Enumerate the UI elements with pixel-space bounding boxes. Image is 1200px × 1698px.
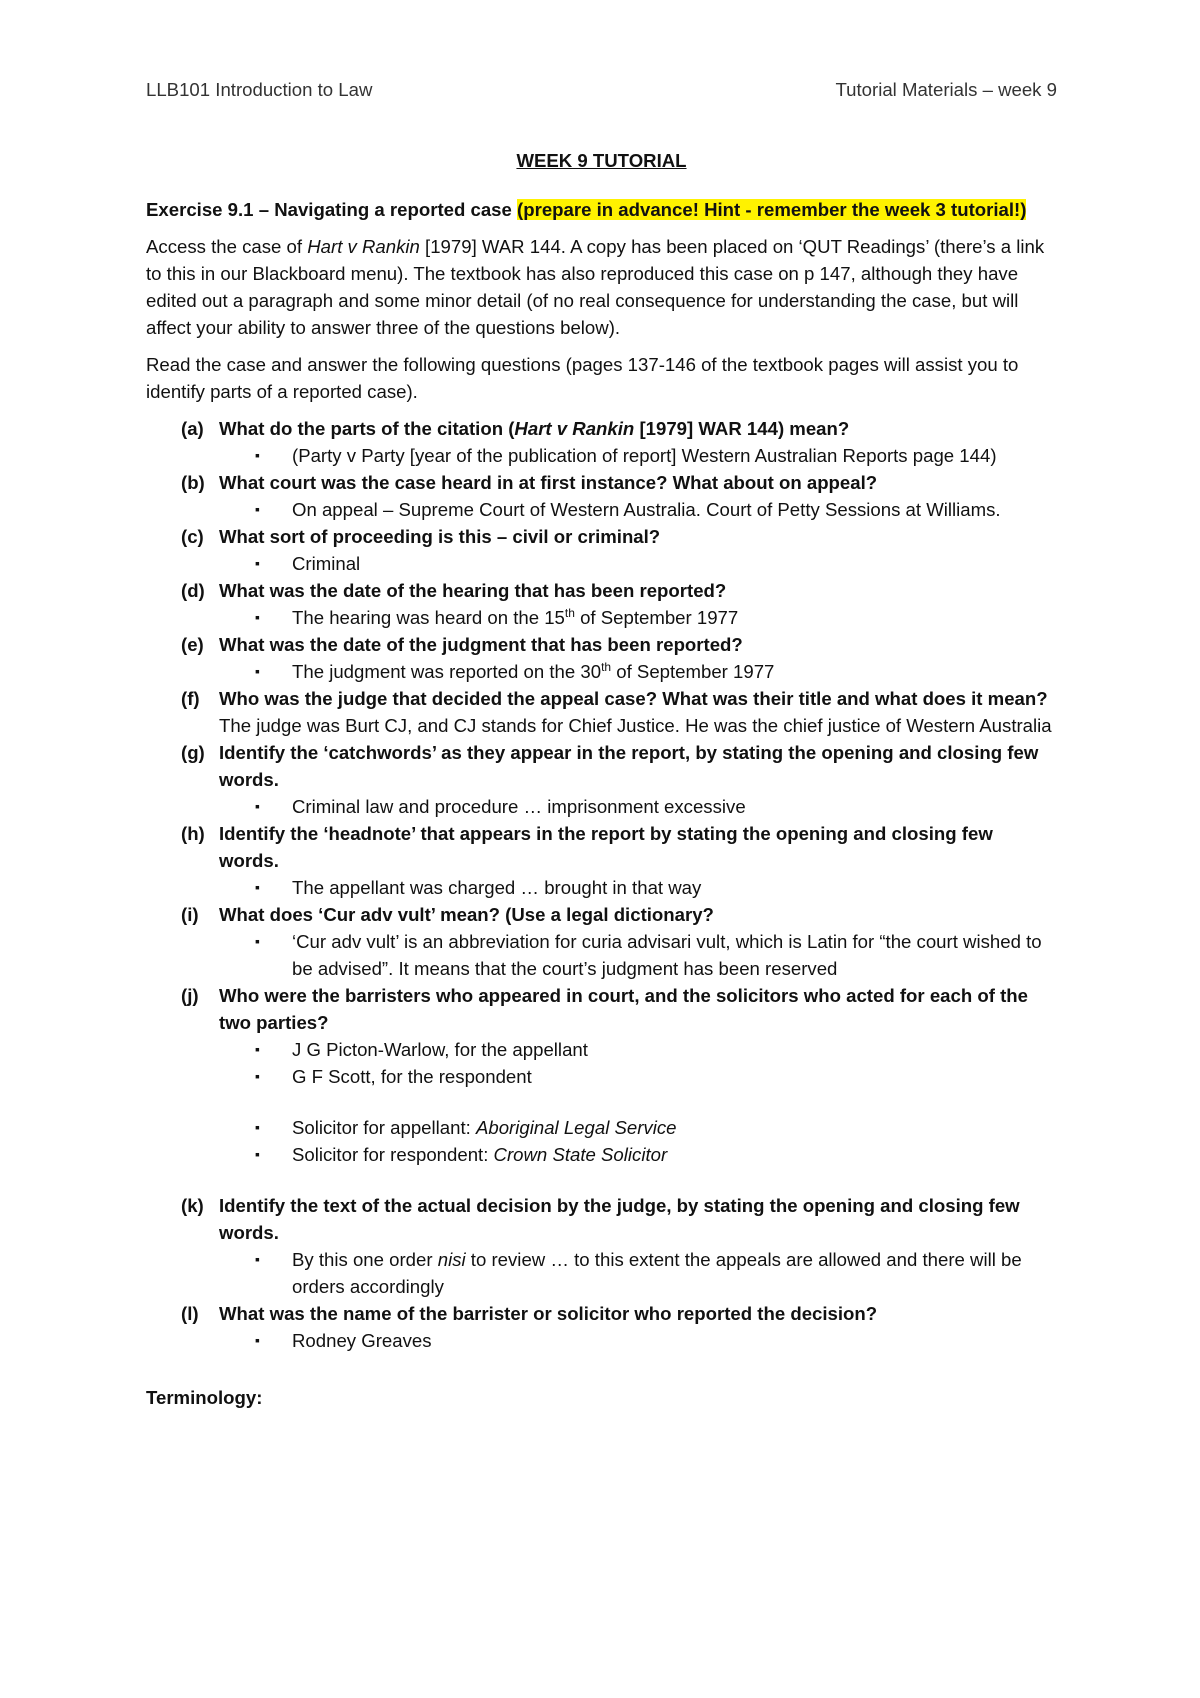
question-letter: (d) xyxy=(181,580,205,601)
bullet-icon: ▪ xyxy=(255,609,260,625)
bullet-icon: ▪ xyxy=(255,501,260,517)
ordinal-suffix: th xyxy=(564,605,575,620)
ordinal-suffix: th xyxy=(601,659,612,674)
answer-text: By this one order xyxy=(292,1249,438,1270)
answer-text: The judgment was reported on the 30 xyxy=(292,661,602,682)
page-header xyxy=(146,76,1057,103)
spacer xyxy=(219,1090,1057,1114)
answer-list xyxy=(219,658,1057,685)
answer-item xyxy=(219,1246,1057,1300)
terminology-heading: Terminology: xyxy=(146,1387,263,1408)
answer-text: to review … to this extent the appeals are allowed and there will be orders accordingly xyxy=(292,1249,1022,1297)
question-i xyxy=(146,901,1057,982)
question-letter: (j) xyxy=(181,985,199,1006)
question-text: What was the date of the hearing that has been reported? xyxy=(219,580,727,601)
question-c xyxy=(146,523,1057,577)
answer-text: J G Picton-Warlow, for the appellant xyxy=(292,1039,588,1060)
answer-text: Criminal xyxy=(292,553,361,574)
question-text: Identify the ‘catchwords’ as they appear in the report, by stating the opening and closing few words. xyxy=(219,742,1039,790)
bullet-icon: ▪ xyxy=(255,1041,260,1057)
answer-item xyxy=(219,604,1057,631)
exercise-heading xyxy=(146,196,1057,223)
question-text: Identify the ‘headnote’ that appears in the report by stating the opening and closing few words. xyxy=(219,823,993,871)
answer-list xyxy=(219,1246,1057,1300)
answer-list xyxy=(219,928,1057,982)
question-text: What was the name of the barrister or solicitor who reported the decision? xyxy=(219,1303,878,1324)
question-text: Who were the barristers who appeared in court, and the solicitors who acted for each of the two parties? xyxy=(219,985,1028,1033)
question-e xyxy=(146,631,1057,685)
bullet-icon: ▪ xyxy=(255,1146,260,1162)
answer-item xyxy=(219,1114,1057,1141)
question-g xyxy=(146,739,1057,820)
latin-term: nisi xyxy=(437,1249,466,1270)
bullet-icon: ▪ xyxy=(255,663,260,679)
intro-paragraph-1 xyxy=(146,233,1057,341)
question-part: What do the parts of the citation ( xyxy=(219,418,515,439)
exercise-highlight: (prepare in advance! Hint - remember the week 3 tutorial!) xyxy=(517,199,1027,220)
question-a xyxy=(146,415,1057,469)
case-name: Hart v Rankin xyxy=(307,236,420,257)
question-k xyxy=(146,1192,1057,1300)
question-letter: (g) xyxy=(181,742,205,763)
question-letter: (k) xyxy=(181,1195,204,1216)
answer-item xyxy=(219,550,1057,577)
answer-plain-text: The judge was Burt CJ, and CJ stands for Chief Justice. He was the chief justice of Western Australia xyxy=(219,715,1052,736)
answer-item xyxy=(219,1141,1057,1168)
answer-text: Solicitor for respondent: xyxy=(292,1144,494,1165)
case-name: Hart v Rankin xyxy=(514,418,635,439)
question-part: [1979] WAR 144) mean? xyxy=(634,418,850,439)
question-j xyxy=(146,982,1057,1192)
exercise-label: Exercise 9.1 – Navigating a reported case xyxy=(146,199,512,220)
question-letter: (b) xyxy=(181,472,205,493)
answer-list xyxy=(219,496,1057,523)
bullet-icon: ▪ xyxy=(255,798,260,814)
bullet-icon: ▪ xyxy=(255,1068,260,1084)
bullet-icon: ▪ xyxy=(255,1251,260,1267)
question-text: What sort of proceeding is this – civil or criminal? xyxy=(219,526,661,547)
question-text: What was the date of the judgment that has been reported? xyxy=(219,634,743,655)
answer-item xyxy=(219,658,1057,685)
answer-text: Solicitor for appellant: xyxy=(292,1117,476,1138)
question-text: Identify the text of the actual decision by the judge, by stating the opening and closing few words. xyxy=(219,1195,1020,1243)
answer-text: Rodney Greaves xyxy=(292,1330,432,1351)
answer-list xyxy=(219,604,1057,631)
answer-item xyxy=(219,1036,1057,1063)
question-letter: (h) xyxy=(181,823,205,844)
answer-item xyxy=(219,1327,1057,1354)
header-section: Tutorial Materials – week 9 xyxy=(835,79,1057,100)
question-d xyxy=(146,577,1057,631)
answer-text: (Party v Party [year of the publication of report] Western Australian Reports page 144) xyxy=(292,445,997,466)
question-text: What does ‘Cur adv vult’ mean? (Use a legal dictionary? xyxy=(219,904,714,925)
question-text: What court was the case heard in at first instance? What about on appeal? xyxy=(219,472,878,493)
bullet-icon: ▪ xyxy=(255,933,260,949)
answer-list xyxy=(219,550,1057,577)
intro-paragraph-2: Read the case and answer the following questions (pages 137-146 of the textbook pages will assist you to identify parts of a reported case). xyxy=(146,354,1019,402)
question-text xyxy=(219,418,849,439)
bullet-icon: ▪ xyxy=(255,555,260,571)
organisation-name: Crown State Solicitor xyxy=(493,1144,668,1165)
question-letter: (f) xyxy=(181,688,200,709)
bullet-icon: ▪ xyxy=(255,447,260,463)
answer-text: The hearing was heard on the 15 xyxy=(292,607,565,628)
question-letter: (l) xyxy=(181,1303,199,1324)
question-letter: (i) xyxy=(181,904,199,925)
question-list xyxy=(146,415,1057,1354)
answer-text: On appeal – Supreme Court of Western Australia. Court of Petty Sessions at Williams. xyxy=(292,499,1001,520)
question-letter: (e) xyxy=(181,634,204,655)
intro-text: Access the case of xyxy=(146,236,308,257)
answer-item xyxy=(219,442,1057,469)
answer-text: ‘Cur adv vult’ is an abbreviation for curia advisari vult, which is Latin for “the court wished to be advised”. It means that the court’s judgment has been reserved xyxy=(292,931,1042,979)
answer-list xyxy=(219,442,1057,469)
answer-item xyxy=(219,793,1057,820)
question-l xyxy=(146,1300,1057,1354)
answer-list xyxy=(219,874,1057,901)
answer-text: of September 1977 xyxy=(611,661,775,682)
question-h xyxy=(146,820,1057,901)
bullet-icon: ▪ xyxy=(255,1332,260,1348)
question-letter: (c) xyxy=(181,526,204,547)
question-text: Who was the judge that decided the appeal case? What was their title and what does it mean? xyxy=(219,688,1048,709)
header-course: LLB101 Introduction to Law xyxy=(146,79,373,100)
bullet-icon: ▪ xyxy=(255,879,260,895)
spacer xyxy=(219,1168,1057,1192)
intro-text: [1979] WAR 144. A copy has been placed on ‘QUT Readings’ (there’s a link to this in our Blackboard menu). The textbook has also reproduced this case on p 147, although they have edited out a paragraph and some minor detail (of no real consequence for understanding the case, but will affect your ability to answer three of the questions below). xyxy=(146,236,1045,338)
answer-text: G F Scott, for the respondent xyxy=(292,1066,532,1087)
answer-item xyxy=(219,928,1057,982)
document-body xyxy=(146,147,1057,1411)
answer-list xyxy=(219,1036,1057,1192)
answer-list xyxy=(219,793,1057,820)
answer-item xyxy=(219,1063,1057,1090)
answer-text: of September 1977 xyxy=(574,607,739,628)
question-b xyxy=(146,469,1057,523)
answer-item xyxy=(219,874,1057,901)
bullet-icon: ▪ xyxy=(255,1119,260,1135)
answer-text: The appellant was charged … brought in that way xyxy=(292,877,702,898)
answer-item xyxy=(219,496,1057,523)
answer-list xyxy=(219,1327,1057,1354)
question-f xyxy=(146,685,1057,739)
page-title: WEEK 9 TUTORIAL xyxy=(516,150,687,171)
answer-text: Criminal law and procedure … imprisonment excessive xyxy=(292,796,746,817)
question-letter: (a) xyxy=(181,418,204,439)
organisation-name: Aboriginal Legal Service xyxy=(475,1117,677,1138)
